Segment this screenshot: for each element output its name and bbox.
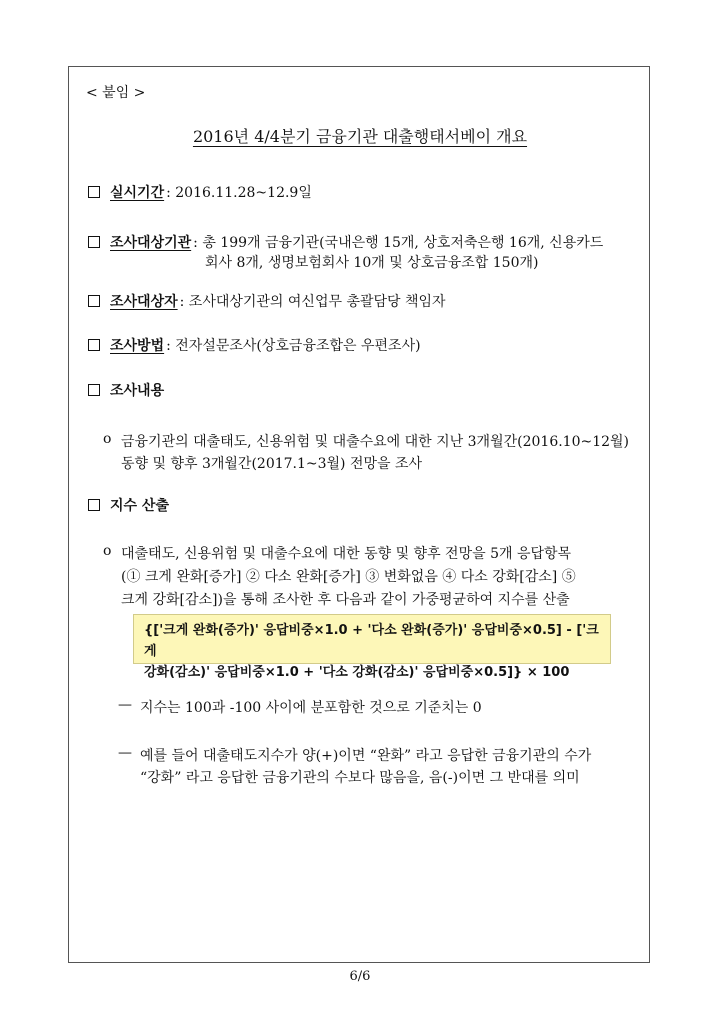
section-index: [88, 495, 169, 515]
section-period-value: : 2016.11.28~12.9일: [166, 185, 312, 201]
section-content: [88, 380, 164, 400]
dash-bullet: —: [118, 697, 132, 713]
checkbox-square-icon: [88, 236, 100, 248]
checkbox-square-icon: [88, 295, 100, 307]
index-note1: 지수는 100과 -100 사이에 분포함한 것으로 기준치는 0: [140, 700, 482, 716]
formula-box: [133, 614, 611, 680]
section-index-line3: 크게 강화[감소])을 통해 조사한 후 다음과 같이 가중평균하여 지수를 산출: [121, 592, 570, 608]
section-method-label: 조사방법: [110, 338, 165, 354]
section-content-label: 조사내용: [110, 383, 165, 399]
section-respondents: [88, 291, 446, 311]
formula-line1: {['크게 완화(증가)' 응답비중×1.0 + '다소 완화(증가)' 응답비중×0.5] - ['크게: [144, 623, 599, 659]
index-note2-line1: 예를 들어 대출태도지수가 양(+)이면 “완화” 라고 응답한 금융기관의 수가: [140, 748, 592, 764]
section-targets: [88, 232, 603, 252]
section-index-label: 지수 산출: [110, 498, 169, 514]
section-targets-line1: : 총 199개 금융기관(국내은행 15개, 상호저축은행 16개, 신용카드: [193, 235, 604, 251]
section-respondents-label: 조사대상자: [110, 294, 178, 310]
section-content-line2: 동향 및 향후 3개월간(2017.1~3월) 전망을 조사: [121, 456, 423, 472]
section-method-value: : 전자설문조사(상호금융조합은 우편조사): [166, 338, 421, 354]
section-method: [88, 335, 421, 355]
attachment-tag: < 붙임 >: [86, 85, 146, 101]
formula-line2: 강화(감소)' 응답비중×1.0 + '다소 강화(감소)' 응답비중×0.5]} × 100: [144, 665, 570, 680]
section-index-line2: (① 크게 완화[증가] ② 다소 완화[증가] ③ 변화없음 ④ 다소 강화[감소] ⑤: [121, 569, 576, 585]
checkbox-square-icon: [88, 499, 100, 511]
index-note2-line2: “강화” 라고 응답한 금융기관의 수보다 많음을, 음(-)이면 그 반대를 의미: [140, 770, 580, 786]
checkbox-square-icon: [88, 186, 100, 198]
document-title: [0, 124, 720, 147]
section-content-line1: 금융기관의 대출태도, 신용위험 및 대출수요에 대한 지난 3개월간(2016.10~12월): [121, 434, 630, 450]
checkbox-square-icon: [88, 339, 100, 351]
section-period: [88, 182, 312, 202]
checkbox-square-icon: [88, 384, 100, 396]
section-index-line1: 대출태도, 신용위험 및 대출수요에 대한 동향 및 향후 전망을 5개 응답항목: [121, 546, 572, 562]
section-targets-label: 조사대상기관: [110, 235, 192, 251]
page-number: 6/6: [349, 969, 371, 984]
dash-bullet: —: [118, 745, 132, 761]
section-period-label: 실시기간: [110, 185, 165, 201]
bullet-circle-icon: o: [103, 543, 112, 559]
section-respondents-value: : 조사대상기관의 여신업무 총괄담당 책임자: [179, 294, 446, 310]
section-targets-line2: 회사 8개, 생명보험회사 10개 및 상호금융조합 150개): [205, 255, 539, 271]
bullet-circle-icon: o: [103, 431, 112, 447]
document-title-text: 2016년 4/4분기 금융기관 대출행태서베이 개요: [192, 127, 528, 146]
